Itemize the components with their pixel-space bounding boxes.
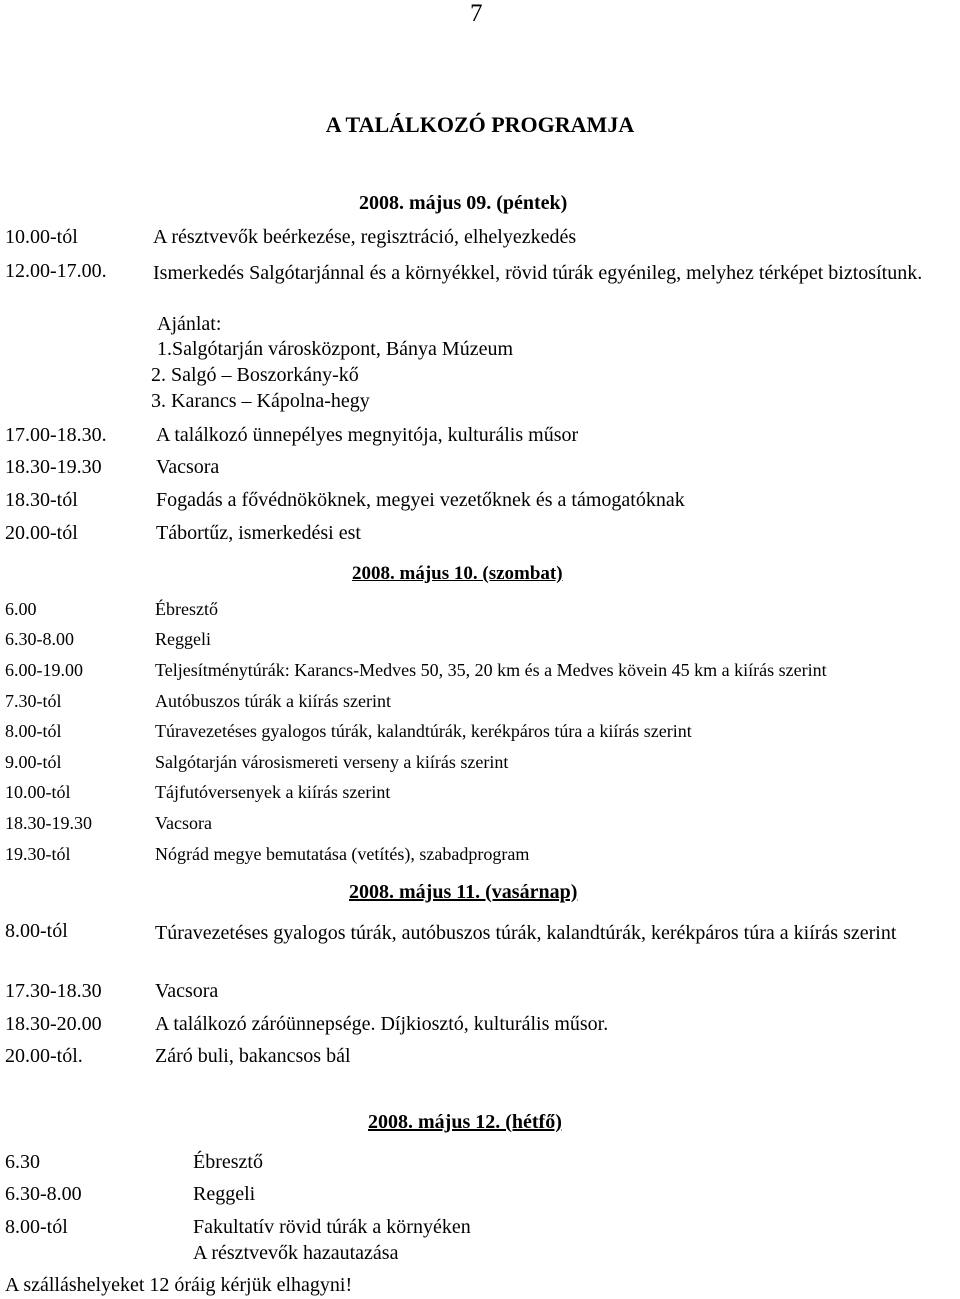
schedule-text: Autóbuszos túrák a kiírás szerint xyxy=(155,691,391,711)
schedule-time: 17.30-18.30 xyxy=(5,980,102,1002)
schedule-time: 18.30-20.00 xyxy=(5,1013,102,1035)
schedule-time: 18.30-19.30 xyxy=(5,456,102,478)
recommendation-item: 2. Salgó – Boszorkány-kő xyxy=(151,364,359,386)
schedule-text: Vacsora xyxy=(155,980,219,1002)
schedule-text: Túravezetéses gyalogos túrák, autóbuszos túrák, kalandtúrák, kerékpáros túra a kiírás szerint xyxy=(155,922,897,944)
schedule-text: Tájfutóversenyek a kiírás szerint xyxy=(155,782,391,802)
schedule-text: Fogadás a fővédnököknek, megyei vezetőknek és a támogatóknak xyxy=(156,489,685,511)
schedule-text: Vacsora xyxy=(155,813,212,833)
schedule-time: 19.30-tól xyxy=(5,844,71,864)
schedule-time: 8.00-tól xyxy=(5,1216,68,1238)
day-header-monday: 2008. május 12. (hétfő) xyxy=(368,1111,562,1133)
page-title: A TALÁLKOZÓ PROGRAMJA xyxy=(325,112,635,137)
schedule-time: 17.00-18.30. xyxy=(5,424,107,446)
schedule-time: 6.00 xyxy=(5,599,37,619)
schedule-time: 8.00-tól xyxy=(5,721,62,741)
schedule-text: A résztvevők beérkezése, regisztráció, elhelyezkedés xyxy=(153,226,577,248)
recommendation-label: Ajánlat: xyxy=(157,313,222,335)
schedule-text: Tábortűz, ismerkedési est xyxy=(156,522,361,544)
schedule-text: Vacsora xyxy=(156,456,220,478)
schedule-time: 20.00-tól. xyxy=(5,1045,83,1067)
schedule-time: 6.30-8.00 xyxy=(5,1183,82,1205)
schedule-time: 6.00-19.00 xyxy=(5,660,83,680)
schedule-text: A találkozó ünnepélyes megnyitója, kulturális műsor xyxy=(156,424,579,446)
schedule-time: 6.30-8.00 xyxy=(5,629,74,649)
footer-note: A szálláshelyeket 12 óráig kérjük elhagyni! xyxy=(5,1274,353,1296)
day-header-friday: 2008. május 09. (péntek) xyxy=(359,192,568,214)
page-number: 7 xyxy=(470,0,483,27)
schedule-text: Ébresztő xyxy=(155,599,218,619)
schedule-text: A találkozó záróünnepsége. Díjkiosztó, kulturális műsor. xyxy=(155,1013,609,1035)
schedule-text: Ébresztő xyxy=(193,1151,263,1173)
schedule-time: 6.30 xyxy=(5,1151,40,1173)
day-header-saturday: 2008. május 10. (szombat) xyxy=(352,563,563,584)
schedule-text: Záró buli, bakancsos bál xyxy=(155,1045,351,1067)
schedule-time: 7.30-tól xyxy=(5,691,62,711)
recommendation-item: 1.Salgótarján városközpont, Bánya Múzeum xyxy=(157,338,514,360)
schedule-time: 18.30-19.30 xyxy=(5,813,92,833)
schedule-text: Reggeli xyxy=(155,629,211,649)
schedule-time: 10.00-tól xyxy=(5,226,78,248)
day-header-sunday: 2008. május 11. (vasárnap) xyxy=(349,881,578,903)
recommendation-item: 3. Karancs – Kápolna-hegy xyxy=(151,390,370,412)
schedule-text: Ismerkedés Salgótarjánnal és a környékkel, rövid túrák egyénileg, melyhez térképet biztosítunk. xyxy=(153,262,923,284)
schedule-time: 12.00-17.00. xyxy=(5,260,107,282)
schedule-text: Nógrád megye bemutatása (vetítés), szabadprogram xyxy=(155,844,530,864)
schedule-text: Túravezetéses gyalogos túrák, kalandtúrák, kerékpáros túra a kiírás szerint xyxy=(155,721,692,741)
schedule-text: Reggeli xyxy=(193,1183,256,1205)
schedule-text: Salgótarján városismereti verseny a kiírás szerint xyxy=(155,752,509,772)
schedule-text: Teljesítménytúrák: Karancs-Medves 50, 35, 20 km és a Medves kövein 45 km a kiírás szerint xyxy=(155,660,827,680)
schedule-time: 18.30-tól xyxy=(5,489,78,511)
schedule-time: 10.00-tól xyxy=(5,782,71,802)
schedule-time: 20.00-tól xyxy=(5,522,78,544)
schedule-extra: A résztvevők hazautazása xyxy=(193,1242,399,1264)
schedule-time: 9.00-tól xyxy=(5,752,62,772)
schedule-time: 8.00-tól xyxy=(5,920,68,942)
schedule-text: Fakultatív rövid túrák a környéken xyxy=(193,1216,471,1238)
